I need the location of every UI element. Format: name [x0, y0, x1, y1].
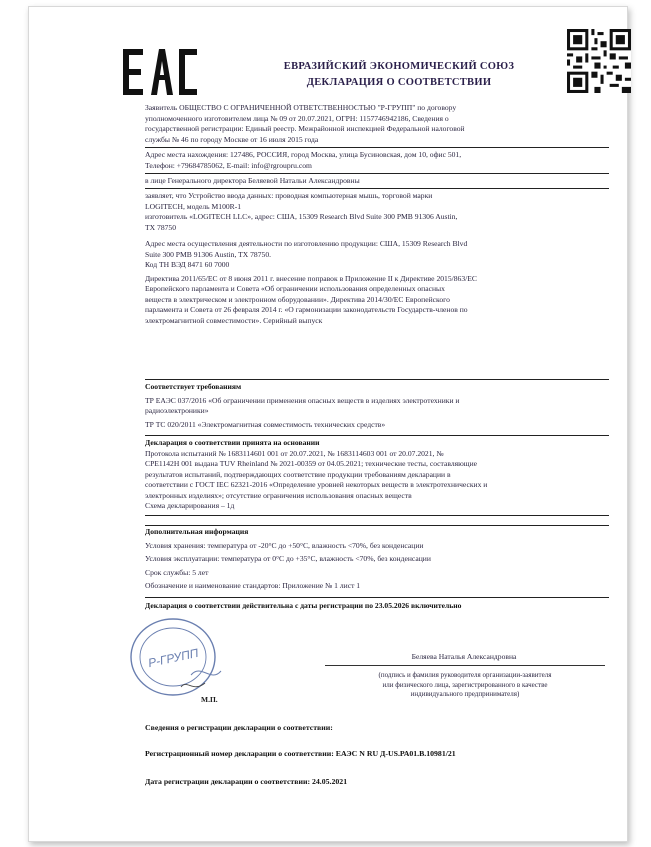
manufacturer-line: TX 78750 — [145, 222, 177, 232]
site-line: Адрес места осуществления деятельности по изготовлению продукции: США, 15309 Research Blvd — [145, 239, 468, 248]
divider — [145, 515, 609, 516]
basis-line: соответствии с ГОСТ IEC 62321-2016 «Определение уровней некоторых веществ в электротехнических и — [145, 480, 488, 489]
caption-line: индивидуального предпринимателя) — [410, 690, 520, 698]
represented-line: в лице Генерального директора Беляевой Натальи Александровны — [145, 176, 360, 185]
applicant-line: Заявитель ОБЩЕСТВО С ОГРАНИЧЕННОЙ ОТВЕТСТВЕННОСТЬЮ "Р-ГРУПП" по договору — [145, 103, 457, 112]
union-title: ЕВРАЗИЙСКИЙ ЭКОНОМИЧЕСКИЙ СОЮЗ — [283, 61, 515, 72]
company-stamp — [121, 613, 233, 703]
manufacturer-line: изготовитель «LOGITECH LLC», адрес: США, 15309 Research Blvd Suite 300 PMB 91306 Austin, — [145, 212, 458, 221]
extra-line: Обозначение и наименование стандартов: Приложение № 1 лист 1 — [145, 581, 361, 590]
address-line: Адрес места нахождения: 127486, РОССИЯ, город Москва, улица Бусиновская, дом 10, офис 501, — [145, 150, 462, 159]
signature-line — [325, 665, 605, 666]
divider — [145, 147, 609, 148]
extra-info-block — [145, 527, 609, 592]
mp-label: М.П. — [201, 695, 218, 704]
signature-caption — [325, 671, 605, 700]
tnved-code: Код ТН ВЭД 8471 60 7000 — [145, 260, 230, 269]
basis-line: СРЕ1142Н 001 выдана TUV Rheinland № 2021-00359 от 04.05.2021; технические тесты, составляющие — [145, 459, 478, 468]
represented-by — [145, 176, 609, 187]
registration-date: Дата регистрации декларации о соответствии: 24.05.2021 — [145, 777, 348, 786]
extra-heading: Дополнительная информация — [145, 527, 249, 536]
directive-line: электромагнитной совместимости». Серийный выпуск — [145, 315, 323, 325]
extra-line: Срок службы: 5 лет — [145, 567, 209, 577]
divider — [145, 188, 609, 189]
applicant-line: уполномоченного изготовителем лица № 09 от 20.07.2021, ОГРН: 1157746942186, Сведения о — [145, 113, 449, 123]
validity-line: Декларация о соответствии действительна с даты регистрации по 23.05.2026 включительно — [145, 601, 462, 610]
site-line: Suite 300 PMB 91306 Austin, TX 78750. — [145, 249, 272, 259]
qr-code-icon — [567, 29, 631, 93]
divider — [145, 597, 609, 598]
caption-line: (подпись и фамилия руководителя организации-заявителя — [378, 671, 552, 679]
basis-line: Протокола испытаний № 1683114601 001 от 20.07.2021, № 1683114603 001 от 20.07.2021, № — [145, 448, 444, 458]
declaration-document — [28, 6, 628, 842]
requirement-item: ТР ЕАЭС 037/2016 «Об ограничении применения опасных веществ в изделиях электротехники и — [145, 395, 460, 405]
declaration-title: ДЕКЛАРАЦИЯ О СООТВЕТСТВИИ — [306, 77, 492, 88]
directive-line: парламента и Совета от 26 февраля 2014 г. «О гармонизации законодательств Государств-членов по — [145, 305, 468, 314]
applicant-block — [145, 103, 609, 145]
divider — [145, 525, 609, 526]
product-block — [145, 191, 609, 326]
registration-number: Регистрационный номер декларации о соответствии: ЕАЭС N RU Д-US.РА01.В.10981/21 — [145, 749, 456, 758]
directive-line: Директива 2011/65/ЕС от 8 июня 2011 г. внесение поправок в Приложение II к Директиве 2015/863/ЕС — [145, 273, 477, 283]
divider — [145, 173, 609, 174]
directive-line: Европейского парламента и Совета «Об ограничении использования определенных опасных — [145, 284, 445, 293]
basis-block — [145, 438, 609, 512]
applicant-line: службы № 46 по городу Москве от 16 июля 2015 года — [145, 134, 319, 144]
applicant-line: государственной регистрации: Единый реестр. Межрайонной инспекцией Федеральной налоговой — [145, 124, 465, 133]
requirements-heading: Соответствует требованиям — [145, 382, 242, 391]
requirements-block — [145, 382, 609, 430]
contact-line: Телефон: +79684785062, E-mail: info@rgroupru.com — [145, 160, 312, 170]
signatory-name: Беляева Наталья Александровна — [411, 652, 517, 661]
stamp-company-text: Р-ГРУПП — [146, 645, 200, 671]
eac-logo — [121, 43, 201, 101]
requirement-item: радиоэлектроники» — [145, 406, 209, 415]
basis-heading: Декларация о соответствии принята на основании — [145, 438, 320, 447]
extra-line: Условия эксплуатации: температура от 0°С до +35°С, влажность <70%, без конденсации — [145, 554, 431, 563]
product-line: заявляет, что Устройство ввода данных: проводная компьютерная мышь, торговой марки — [145, 191, 433, 200]
address-block — [145, 150, 609, 171]
directive-line: веществ в электрическом и электронном оборудовании». Директива 2014/30/ЕС Европейского — [145, 294, 450, 304]
scheme-line: Схема декларирования – 1д — [145, 501, 235, 510]
caption-line: или физического лица, зарегистрированного в качестве — [382, 680, 548, 689]
product-line: LOGITECH, модель M100R-1 — [145, 201, 242, 211]
divider — [145, 379, 609, 380]
registry-heading: Сведения о регистрации декларации о соответствии: — [145, 723, 333, 732]
requirement-item: ТР ТС 020/2011 «Электромагнитная совместимость технических средств» — [145, 419, 386, 429]
basis-line: электронных изделиях»; отсутствие ограничения использования опасных веществ — [145, 490, 412, 500]
divider — [145, 435, 609, 436]
basis-line: результатов испытаний, подтверждающих соответствие продукции требованиям декларации в — [145, 469, 451, 479]
extra-line: Условия хранения: температура от -20°С до +50°С, влажность <70%, без конденсации — [145, 540, 424, 550]
